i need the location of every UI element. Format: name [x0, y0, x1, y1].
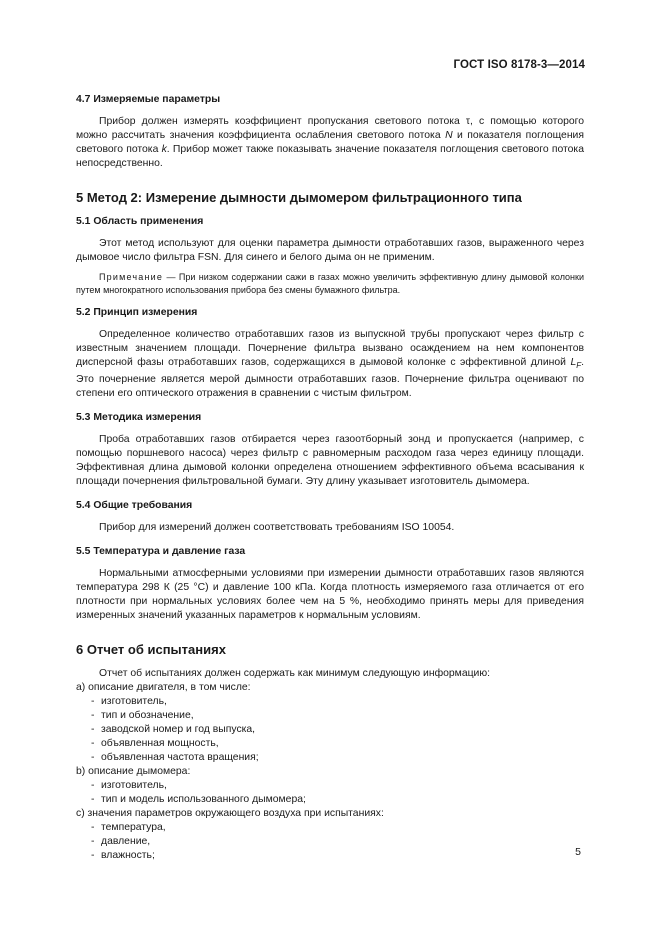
- section-5-2-text: Определенное количество отработавших газов из выпускной трубы пропускают через фильтр с известным значением площади. Почернение фильтра вызвано осаждением на нем компонентов дисперсной фазы отработавших газов, содержащихся в дымовой колонке с эффективной длиной $L_F$. Это почернение является мерой дымности отработавших газов. Почернение фильтра оценивают по степени его оптического отражения в сравнении с чистым фильтром.: [76, 329, 584, 400]
- section-5-5-title: 5.5 Температура и давление газа: [76, 546, 246, 558]
- page-number: 5: [575, 846, 581, 858]
- list-item: - изготовитель,: [91, 696, 167, 708]
- list-item-c: с) значения параметров окружающего воздуха при испытаниях:: [76, 808, 384, 820]
- section-5-4-title: 5.4 Общие требования: [76, 500, 193, 512]
- list-item: - тип и обозначение,: [91, 710, 194, 722]
- list-item-a: а) описание двигателя, в том числе:: [76, 682, 251, 694]
- list-item: - температура,: [91, 822, 166, 834]
- list-item: - заводской номер и год выпуска,: [91, 724, 256, 736]
- section-4-7-title: 4.7 Измеряемые параметры: [76, 94, 221, 105]
- section-5-title: 5 Метод 2: Измерение дымности дымомером фильтрационного типа: [76, 190, 522, 205]
- list-item: - давление,: [91, 836, 151, 848]
- list-item: - влажность;: [91, 850, 155, 862]
- section-5-3-text: Проба отработавших газов отбирается через газоотборный зонд и пропускается (например, с помощью поршневого насоса) через фильтр с равномерным расходом газа через единицу площади. Эффективная длина дымовой колонки определена отношением эффективного объема всасывания к площади почернения фильтровальной бумаги. Эту длину указывает изготовитель дымомера.: [76, 434, 584, 488]
- section-6-intro: Отчет об испытаниях должен содержать как минимум следующую информацию:: [99, 668, 491, 680]
- list-item: - объявленная частота вращения;: [91, 752, 259, 764]
- section-5-2-title: 5.2 Принцип измерения: [76, 307, 198, 318]
- page-content: [76, 93, 584, 863]
- section-5-4-text: Прибор для измерений должен соответствовать требованиям ISO 10054.: [99, 522, 455, 534]
- section-5-3-title: 5.3 Методика измерения: [76, 412, 202, 424]
- document-id: ГОСТ ISO 8178-3—2014: [453, 59, 585, 71]
- section-4-7-text: Прибор должен измерять коэффициент пропускания светового потока τ, с помощью которого можно рассчитать значения коэффициента ослабления светового потока N и показателя поглощения светового потока k. Прибор может также показывать значение показателя поглощения светового потока непосредственно.: [76, 116, 584, 169]
- list-item: - объявленная мощность,: [91, 738, 219, 750]
- list-item: - изготовитель,: [91, 780, 167, 792]
- section-5-1-text: Этот метод используют для оценки параметра дымности отработавших газов, выраженного через дымовое число фильтра FSN. Для синего и белого дыма он не применим.: [76, 238, 584, 263]
- section-5-1-title: 5.1 Область применения: [76, 216, 204, 227]
- section-5-5-text: Нормальными атмосферными условиями при измерении дымности отработавших газов являются температура 298 К (25 °С) и давление 100 кПа. Когда плотность измеряемого газа отличается от его плотности при нормальных условиях более чем на 5 %, необходимо принять меры для приведения измеренных значений указанных параметров к нормальным условиям.: [76, 568, 584, 622]
- section-6-title: 6 Отчет об испытаниях: [76, 642, 226, 658]
- list-item-b: b) описание дымомера:: [76, 766, 191, 778]
- list-item: - тип и модель использованного дымомера;: [91, 794, 306, 806]
- section-5-1-note: Примечание — При низком содержании сажи в газах можно увеличить эффективную длину дымовой колонки путем многократного использования прибора без смены бумажного фильтра.: [76, 272, 584, 295]
